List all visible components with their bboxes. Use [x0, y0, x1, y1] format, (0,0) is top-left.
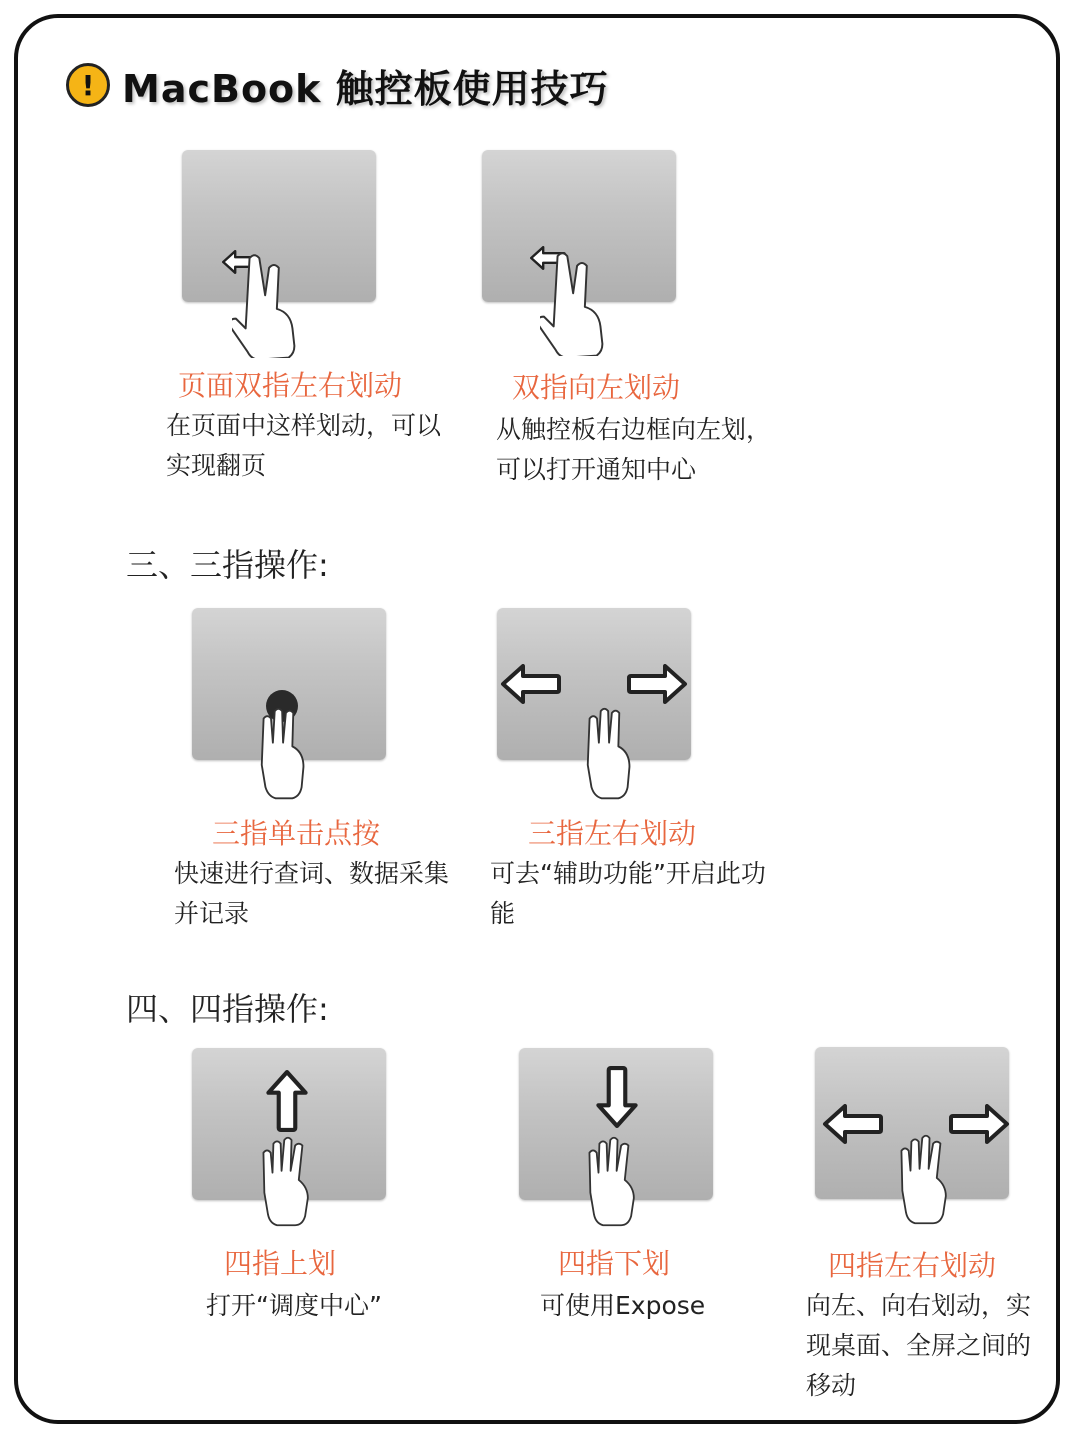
arrow-right-icon — [626, 664, 688, 704]
gesture-description: 可去“辅助功能”开启此功能 — [490, 859, 766, 928]
gesture-caption: 四指下划 — [558, 1247, 671, 1280]
gesture-caption: 四指左右划动 — [828, 1249, 997, 1282]
arrow-up-icon — [266, 1070, 308, 1132]
hand-icon — [256, 700, 312, 802]
hand-icon — [540, 248, 618, 356]
gesture-description: 快速进行查词、数据采集并记录 — [174, 859, 450, 928]
page-header — [66, 60, 609, 110]
gesture-caption: 四指上划 — [224, 1247, 337, 1280]
gesture-caption: 三指单击点按 — [212, 817, 381, 850]
hand-icon — [232, 250, 310, 358]
gesture-description: 向左、向右划动，实现桌面、全屏之间的移动 — [806, 1291, 1032, 1400]
arrow-left-icon — [500, 664, 562, 704]
gesture-description: 从触控板右边框向左划，可以打开通知中心 — [496, 415, 772, 484]
page-title: MacBook 触控板使用技巧 — [122, 66, 609, 111]
hand-icon — [582, 700, 638, 802]
gesture-caption: 双指向左划动 — [512, 371, 681, 404]
warning-icon: ! — [66, 63, 110, 107]
hand-icon — [584, 1128, 642, 1230]
gesture-description: 可使用Expose — [540, 1291, 706, 1320]
hand-icon — [896, 1126, 954, 1228]
hand-icon — [258, 1128, 316, 1230]
section-heading-three-finger: 三、三指操作: — [126, 546, 329, 584]
arrow-down-icon — [596, 1066, 638, 1128]
gesture-description: 打开“调度中心” — [206, 1291, 382, 1320]
section-heading-four-finger: 四、四指操作: — [126, 990, 329, 1028]
arrow-left-icon — [822, 1104, 884, 1144]
arrow-right-icon — [948, 1104, 1010, 1144]
gesture-caption: 页面双指左右划动 — [178, 369, 403, 402]
gesture-caption: 三指左右划动 — [528, 817, 697, 850]
gesture-description: 在页面中这样划动，可以实现翻页 — [166, 411, 442, 480]
